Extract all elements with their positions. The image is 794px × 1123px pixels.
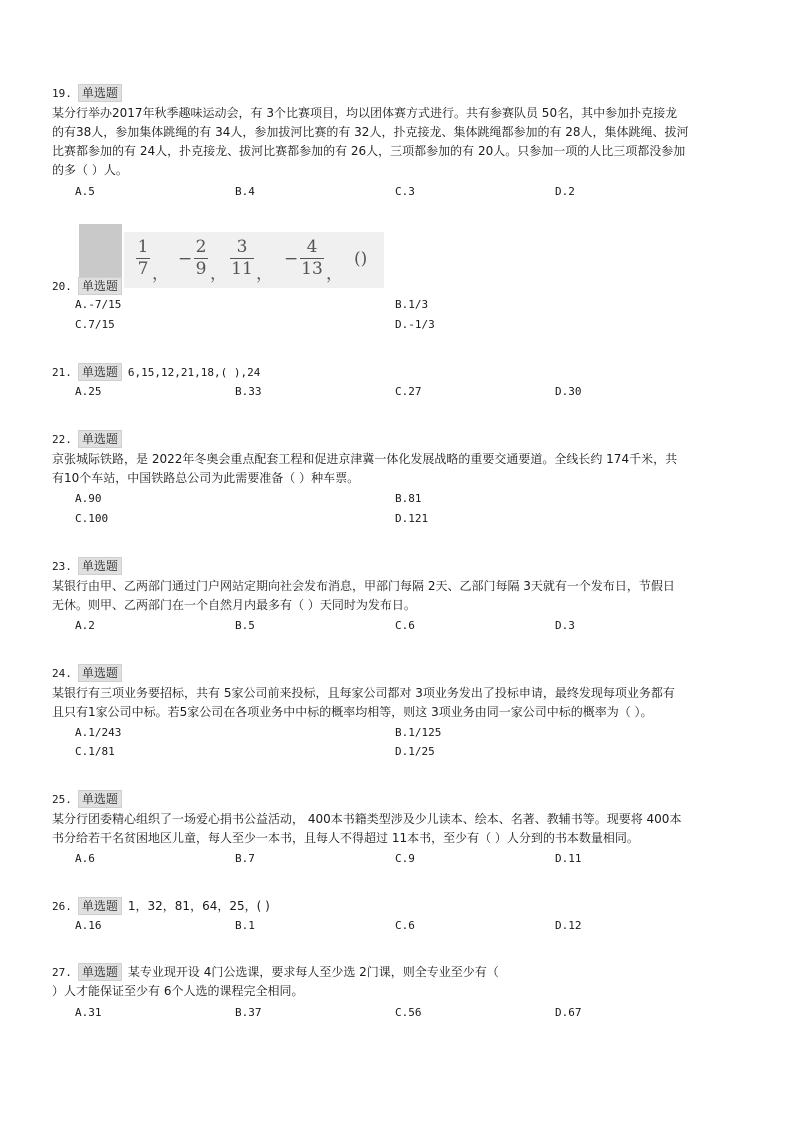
question-stem-line: 某银行由甲、乙两部门通过门户网站定期向社会发布消息，甲部门每隔 2天、乙部门每隔 3天就有一个发布日，节假日	[52, 579, 675, 593]
question-stem-line: 有10个车站，中国铁路总公司为此需要准备（ ）种车票。	[52, 471, 360, 485]
option-d[interactable]: D.11	[555, 852, 582, 865]
question-number: 27.	[52, 966, 72, 979]
option-d[interactable]: D.12	[555, 919, 582, 932]
option-b[interactable]: B.1/3	[395, 298, 429, 311]
option-d[interactable]: D.1/25	[395, 745, 435, 758]
option-b[interactable]: B.4	[235, 185, 255, 198]
question-type-tag: 单选题	[78, 84, 122, 102]
option-a[interactable]: A.31	[75, 1006, 102, 1019]
fraction-2: 2 9	[195, 237, 207, 279]
question-type-tag: 单选题	[78, 897, 122, 915]
blank-parentheses: ()	[354, 249, 368, 269]
question-type-tag: 单选题	[78, 664, 122, 682]
option-c[interactable]: C.3	[395, 185, 415, 198]
question-stem-line: 比赛都参加的有 24人，扑克接龙、拔河比赛都参加的有 26人，三项都参加的有 20人。只参加一项的人比三项都没参加	[52, 144, 686, 158]
question-type-tag: 单选题	[78, 557, 122, 575]
question-stem-line: 某分行举办2017年秋季趣味运动会，有 3个比赛项目，均以团体赛方式进行。共有参赛队员 50名，其中参加扑克接龙	[52, 106, 678, 120]
option-b[interactable]: B.33	[235, 385, 262, 398]
question-stem-line: 书分给若干名贫困地区儿童，每人至少一本书，且每人不得超过 11本书，至少有（ ）人分到的书本数量相同。	[52, 831, 639, 845]
minus-sign: −	[178, 249, 193, 269]
question-stem-line: 某银行有三项业务要招标，共有 5家公司前来投标，且每家公司都对 3项业务发出了投标申请，最终发现每项业务都有	[52, 686, 675, 700]
question-stem-line: 京张城际铁路，是 2022年冬奥会重点配套工程和促进京津冀一体化发展战略的重要交通要道。全线长约 174千米，共	[52, 452, 678, 466]
option-a[interactable]: A.-7/15	[75, 298, 122, 311]
option-c[interactable]: C.27	[395, 385, 422, 398]
option-a[interactable]: A.25	[75, 385, 102, 398]
sequence-image	[124, 232, 384, 288]
option-a[interactable]: A.90	[75, 492, 102, 505]
minus-sign: −	[284, 249, 299, 269]
question-type-tag: 单选题	[78, 963, 122, 981]
question-20	[52, 224, 742, 334]
option-d[interactable]: D.3	[555, 619, 575, 632]
option-c[interactable]: C.7/15	[75, 318, 115, 331]
option-b[interactable]: B.1/125	[395, 726, 442, 739]
comma: ，	[152, 264, 169, 284]
comma: ，	[326, 264, 343, 284]
question-type-tag: 单选题	[78, 790, 122, 808]
question-stem: 1，32，81，64，25，( )	[127, 899, 270, 913]
option-c[interactable]: C.6	[395, 919, 415, 932]
question-stem: 某专业现开设 4门公选课，要求每人至少选 2门课，则全专业至少有（	[127, 965, 499, 979]
comma: ，	[210, 264, 227, 284]
option-b[interactable]: B.37	[235, 1006, 262, 1019]
fraction-3: 3 11	[231, 237, 253, 279]
option-a[interactable]: A.6	[75, 852, 95, 865]
option-c[interactable]: C.9	[395, 852, 415, 865]
question-stem-line: 的多（ ）人。	[52, 163, 128, 177]
option-c[interactable]: C.100	[75, 512, 109, 525]
option-b[interactable]: B.7	[235, 852, 255, 865]
option-d[interactable]: D.67	[555, 1006, 582, 1019]
option-d[interactable]: D.121	[395, 512, 429, 525]
question-number: 24.	[52, 667, 72, 680]
question-stem-line: ）人才能保证至少有 6个人选的课程完全相同。	[52, 984, 304, 998]
option-d[interactable]: D.30	[555, 385, 582, 398]
question-number: 22.	[52, 433, 72, 446]
question-type-tag: 单选题	[78, 430, 122, 448]
option-a[interactable]: A.1/243	[75, 726, 122, 739]
question-stem-line: 且只有1家公司中标。若5家公司在各项业务中中标的概率均相等，则这 3项业务由同一家公司中标的概率为（ ）。	[52, 705, 653, 719]
comma: ，	[256, 264, 273, 284]
question-stem: 6,15,12,21,18,( ),24	[127, 366, 261, 379]
option-c[interactable]: C.1/81	[75, 745, 115, 758]
question-number: 20.	[52, 280, 72, 293]
option-d[interactable]: D.-1/3	[395, 318, 435, 331]
question-type-tag: 单选题	[78, 277, 122, 295]
option-d[interactable]: D.2	[555, 185, 575, 198]
question-number: 21.	[52, 366, 72, 379]
option-a[interactable]: A.2	[75, 619, 95, 632]
option-a[interactable]: A.16	[75, 919, 102, 932]
fraction-4: 4 13	[301, 237, 323, 279]
option-c[interactable]: C.56	[395, 1006, 422, 1019]
question-number: 23.	[52, 560, 72, 573]
fraction-1: 1 7	[137, 237, 149, 279]
option-b[interactable]: B.5	[235, 619, 255, 632]
question-number: 25.	[52, 793, 72, 806]
question-stem-line: 某分行团委精心组织了一场爱心捐书公益活动， 400本书籍类型涉及少儿读本、绘本、名著、教辅书等。现要将 400本	[52, 812, 682, 826]
option-c[interactable]: C.6	[395, 619, 415, 632]
question-stem-line: 无休。则甲、乙两部门在一个自然月内最多有（ ）天同时为发布日。	[52, 598, 416, 612]
question-number: 19.	[52, 87, 72, 100]
question-type-tag: 单选题	[78, 363, 122, 381]
option-a[interactable]: A.5	[75, 185, 95, 198]
question-number: 26.	[52, 900, 72, 913]
question-stem-line: 的有38人，参加集体跳绳的有 34人，参加拔河比赛的有 32人，扑克接龙、集体跳绳都参加的有 28人，集体跳绳、拔河	[52, 125, 689, 139]
option-b[interactable]: B.1	[235, 919, 255, 932]
option-b[interactable]: B.81	[395, 492, 422, 505]
